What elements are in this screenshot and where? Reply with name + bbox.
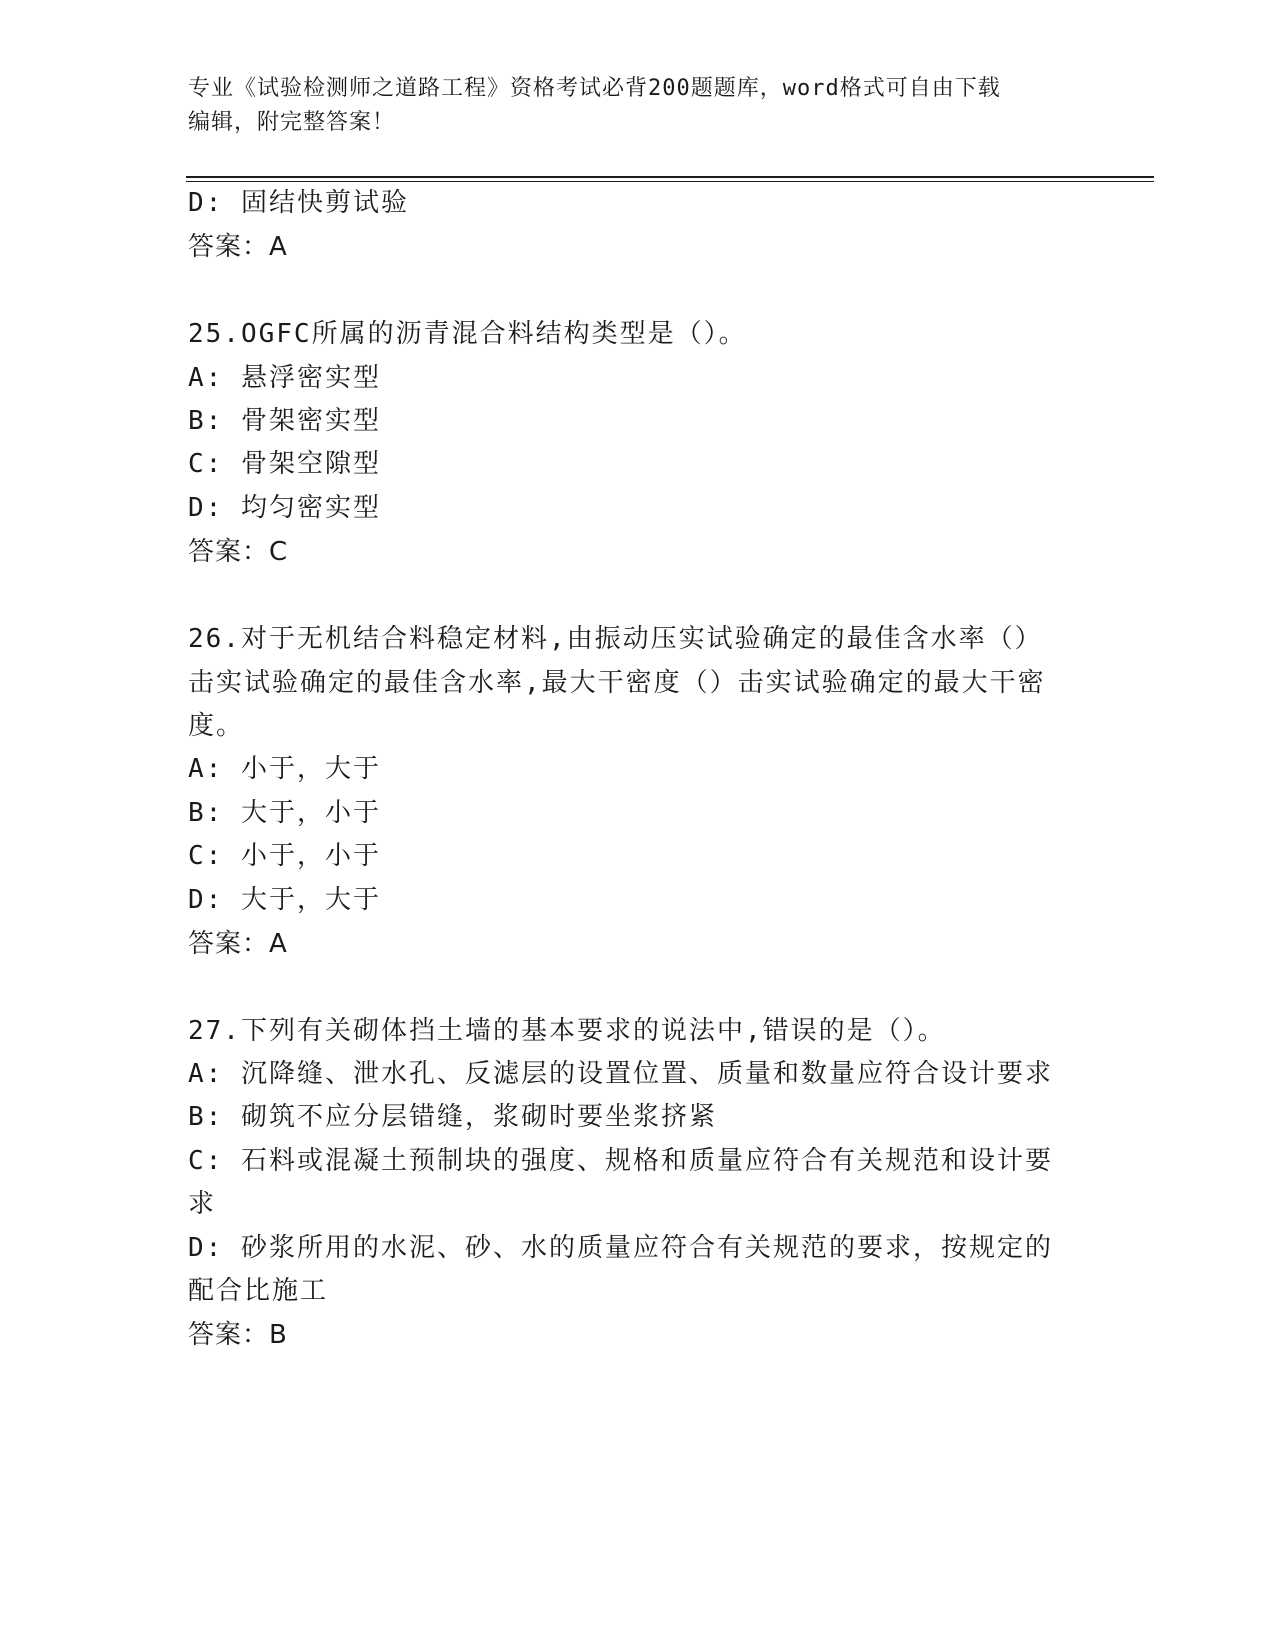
question-27-stem: 27.下列有关砌体挡土墙的基本要求的说法中,错误的是（）。 [188,1016,946,1046]
prev-question-answer: 答案：A [188,232,288,262]
header-title-line-2: 编辑，附完整答案！ [188,110,396,135]
prev-question-option-d: D: 固结快剪试验 [188,188,409,218]
question-27-option-c-line-2: 求 [188,1189,217,1219]
question-27-option-d-line-2: 配合比施工 [188,1276,329,1306]
question-26-answer: 答案：A [188,929,288,959]
question-26-stem-line-1: 26.对于无机结合料稳定材料,由振动压实试验确定的最佳含水率（） [188,624,1043,654]
question-26-option-d: D: 大于，大于 [188,885,381,915]
question-26-option-b: B: 大于，小于 [188,798,381,828]
question-26-stem-line-3: 度。 [188,711,245,741]
question-27-option-b: B: 砌筑不应分层错缝，浆砌时要坐浆挤紧 [188,1102,717,1132]
question-25-option-d: D: 均匀密实型 [188,493,381,523]
question-25-option-c: C: 骨架空隙型 [188,449,381,479]
question-25-stem: 25.OGFC所属的沥青混合料结构类型是（）。 [188,319,747,349]
page-header [188,72,1068,140]
question-25-option-a: A: 悬浮密实型 [188,363,381,393]
question-26-stem-line-2: 击实试验确定的最佳含水率,最大干密度（）击实试验确定的最大干密 [188,668,1046,698]
header-divider-thin [186,181,1154,182]
question-25-option-b: B: 骨架密实型 [188,406,381,436]
header-title-line-1: 专业《试验检测师之道路工程》资格考试必背200题题库，word格式可自由下载 [188,76,1001,101]
question-27-answer: 答案：B [188,1320,288,1350]
question-26-option-a: A: 小于，大于 [188,754,381,784]
question-27-option-d-line-1: D: 砂浆所用的水泥、砂、水的质量应符合有关规范的要求，按规定的 [188,1233,1053,1263]
question-26-option-c: C: 小于，小于 [188,841,381,871]
question-27-option-a: A: 沉降缝、泄水孔、反滤层的设置位置、质量和数量应符合设计要求 [188,1059,1053,1089]
question-25-answer: 答案：C [188,537,289,567]
question-27-option-c-line-1: C: 石料或混凝土预制块的强度、规格和质量应符合有关规范和设计要 [188,1146,1053,1176]
header-divider-thick [186,176,1154,178]
